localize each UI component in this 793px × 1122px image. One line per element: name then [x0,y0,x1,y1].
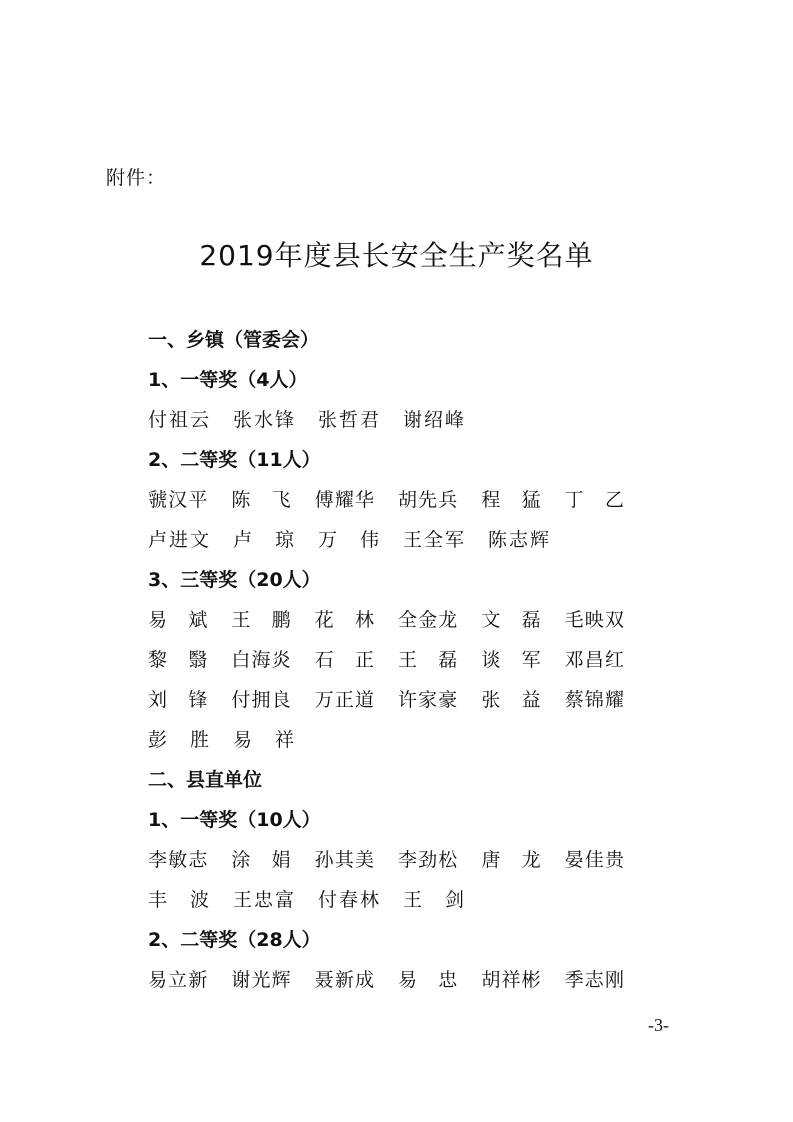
person-name: 邓 昌 红 [564,649,624,671]
award-second-heading: 2、二等奖（28人） [148,929,321,951]
name-row [148,880,648,920]
award-second-heading: 2、二等奖（11人） [148,449,321,471]
person-name: 王 全 军 [403,529,464,551]
person-name: 付 春 林 [318,889,379,911]
person-name: 万 正 道 [314,689,374,711]
person-name: 蔡 锦 耀 [564,689,624,711]
person-name: 丁 乙 [564,489,624,511]
person-name: 彭 胜 [148,729,209,751]
person-name: 王 忠 富 [233,889,294,911]
name-row [148,680,648,720]
section-heading-county-units: 二、县直单位 [148,769,263,791]
person-name: 卢 琼 [233,529,294,551]
name-row [148,480,648,520]
person-name: 花 林 [314,609,374,631]
person-name: 易 斌 [148,609,208,631]
award-first-heading: 1、一等奖（10人） [148,809,321,831]
person-name: 卢 进 文 [148,529,209,551]
person-name: 谈 军 [481,649,541,671]
name-row [148,520,648,560]
person-name: 傅 耀 华 [314,489,374,511]
person-name: 陈 飞 [231,489,291,511]
person-name: 付 拥 良 [231,689,291,711]
person-name: 张 益 [481,689,541,711]
page-number: -3- [648,1015,669,1035]
person-name: 白 海 炎 [231,649,291,671]
person-name: 刘 锋 [148,689,208,711]
document-title: 2019年度县长安全生产奖名单 [199,239,594,272]
person-name: 王 剑 [403,889,464,911]
award-first-heading: 1、一等奖（4人） [148,369,308,391]
name-row [148,640,648,680]
person-name: 李 劲 松 [397,849,458,871]
award-third-heading: 3、三等奖（20人） [148,569,321,591]
name-row [148,400,648,440]
name-row [148,720,648,760]
person-name: 许 家 豪 [397,689,458,711]
person-name: 易 祥 [233,729,294,751]
name-row [148,600,648,640]
person-name: 石 正 [314,649,374,671]
person-name: 王 磊 [397,649,458,671]
person-name: 张 哲 君 [318,409,379,431]
person-name: 唐 龙 [481,849,541,871]
person-name: 丰 波 [148,889,209,911]
person-name: 张 水 锋 [233,409,294,431]
person-name: 毛 映 双 [564,609,624,631]
person-name: 付 祖 云 [148,409,209,431]
person-name: 谢 绍 峰 [403,409,464,431]
person-name: 全 金 龙 [397,609,458,631]
section-heading-towns: 一、乡镇（管委会） [148,329,320,351]
person-name: 晏 佳 贵 [564,849,624,871]
person-name: 易 立 新 [148,969,208,991]
person-name: 谢 光 辉 [231,969,291,991]
person-name: 季 志 刚 [564,969,624,991]
person-name: 万 伟 [318,529,379,551]
name-row [148,840,648,880]
person-name: 易 忠 [397,969,458,991]
person-name: 陈 志 辉 [488,529,549,551]
attachment-label: 附件： [106,167,167,189]
person-name: 聂 新 成 [314,969,374,991]
person-name: 孙 其 美 [314,849,374,871]
person-name: 胡 先 兵 [397,489,458,511]
name-row [148,960,648,1000]
award-list [148,320,648,1000]
person-name: 程 猛 [481,489,541,511]
person-name: 虢 汉 平 [148,489,208,511]
person-name: 文 磊 [481,609,541,631]
person-name: 黎 翳 [148,649,208,671]
person-name: 李 敏 志 [148,849,208,871]
person-name: 王 鹏 [231,609,291,631]
person-name: 胡 祥 彬 [481,969,541,991]
person-name: 涂 娟 [231,849,291,871]
